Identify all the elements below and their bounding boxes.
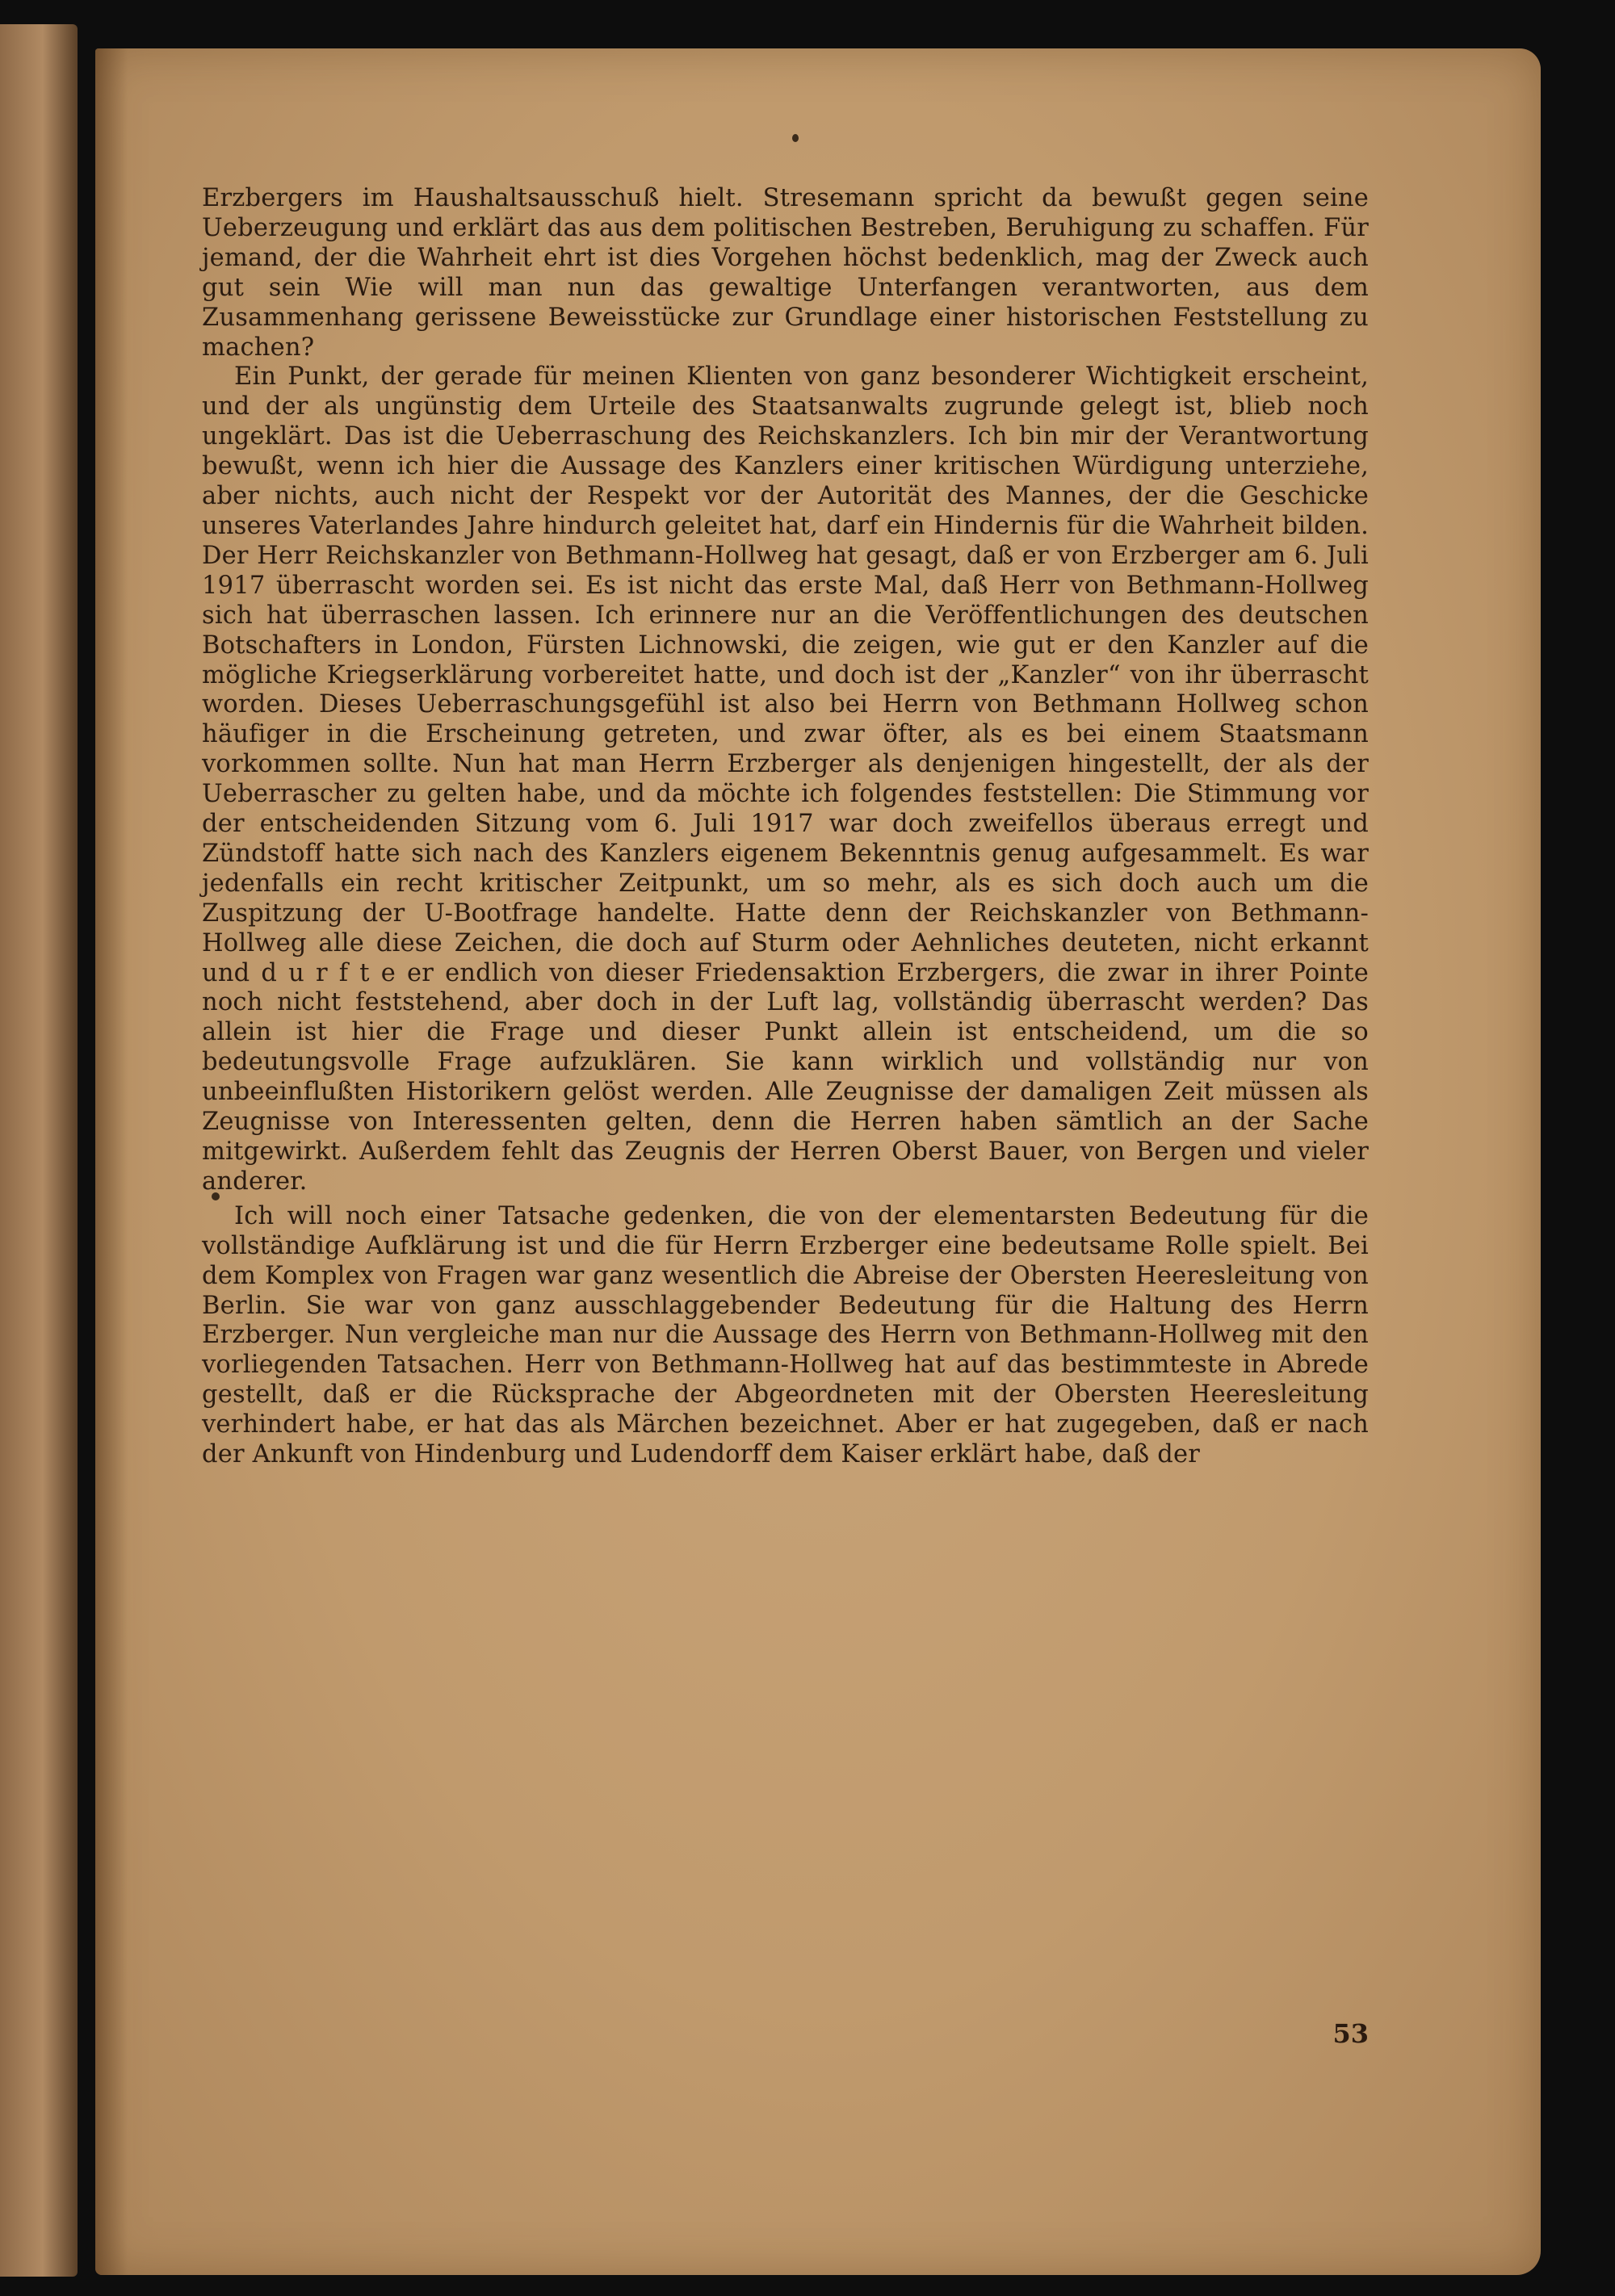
- paragraph-2: Ein Punkt, der gerade für meinen Klienten von ganz besonderer Wichtigkeit erscheint, und der als ungünstig dem Urteile des Staatsanwalts zugrunde gelegt ist, blieb noch ungeklärt. Das ist die Ueberraschung des Reichskanzlers. Ich bin mir der Verantwortung bewußt, wenn ich hier die Aussage des Kanzlers einer kritischen Würdigung unterziehe, aber nichts, auch nicht der Respekt vor der Autorität des Mannes, der die Geschicke unseres Vaterlandes Jahre hindurch geleitet hat, darf ein Hindernis für die Wahrheit bilden. Der Herr Reichskanzler von Bethmann-Hollweg hat gesagt, daß er von Erzberger am 6. Juli 1917 überrascht worden sei. Es ist nicht das erste Mal, daß Herr von Bethmann-Hollweg sich hat überraschen lassen. Ich erinnere nur an die Veröffentlichungen des deutschen Botschafters in London, Fürsten Lichnowski, die zeigen, wie gut er den Kanzler auf die mögliche Kriegserklärung vorbereitet hatte, und doch ist der „Kanzler“ von ihr überrascht worden. Dieses Ueberraschungsgefühl ist also bei Herrn von Bethmann Hollweg schon häufiger in die Erscheinung getreten, und zwar öfter, als es bei einem Staatsmann vorkommen sollte. Nun hat man Herrn Erzberger als denjenigen hingestellt, der als der Ueberrascher zu gelten habe, und da möchte ich folgendes feststellen: Die Stimmung vor der entscheidenden Sitzung vom 6. Juli 1917 war doch zweifellos überaus erregt und Zündstoff hatte sich nach des Kanzlers eigenem Bekenntnis genug aufgesammelt. Es war jedenfalls ein recht kritischer Zeitpunkt, um so mehr, als es sich doch auch um die Zuspitzung der U-Bootfrage handelte. Hatte denn der Reichskanzler von Bethmann-Hollweg alle diese Zeichen, die doch auf Sturm oder Aehnliches deuteten, nicht erkannt und d u r f t e er endlich von dieser Friedensaktion Erzbergers, die zwar in ihrer Pointe noch nicht feststehend, aber doch in der Luft lag, vollständig überrascht werden? Das allein ist hier die Frage und dieser Punkt allein ist entscheidend, um die so bedeutungsvolle Frage aufzuklären. Sie kann wirklich und vollständig nur von unbeeinflußten Historikern gelöst werden. Alle Zeugnisse der damaligen Zeit müssen als Zeugnisse von Interessenten gelten, denn die Herren haben sämtlich an der Sache mitgewirkt. Außerdem fehlt das Zeugnis der Herren Oberst Bauer, von Bergen und vieler anderer.: [202, 362, 1369, 1196]
- paragraph-1: Erzbergers im Haushaltsausschuß hielt. Stresemann spricht da bewußt gegen seine Ueberzeugung und erklärt das aus dem politischen Bestreben, Beruhigung zu schaffen. Für jemand, der die Wahrheit ehrt ist dies Vorgehen höchst bedenklich, mag der Zweck auch gut sein Wie will man nun das gewaltige Unterfangen verantworten, aus dem Zusammenhang gerissene Beweisstücke zur Grundlage einer historischen Feststellung zu machen?: [202, 184, 1369, 362]
- page-number: 53: [1332, 2018, 1369, 2049]
- previous-page-edge: [0, 24, 78, 2277]
- paragraph-3: Ich will noch einer Tatsache gedenken, die von der elementarsten Bedeutung für die vollständige Aufklärung ist und die für Herrn Erzberger eine bedeutsame Rolle spielt. Bei dem Komplex von Fragen war ganz wesentlich die Abreise der Obersten Heeresleitung von Berlin. Sie war von ganz ausschlaggebender Bedeutung für die Haltung des Herrn Erzberger. Nun vergleiche man nur die Aussage des Herrn von Bethmann-Hollweg mit den vorliegenden Tatsachen. Herr von Bethmann-Hollweg hat auf das bestimmteste in Abrede gestellt, daß er die Rücksprache der Abgeordneten mit der Obersten Heeresleitung verhindert habe, er hat das als Märchen bezeichnet. Aber er hat zugegeben, daß er nach der Ankunft von Hindenburg und Ludendorff dem Kaiser erklärt habe, daß der: [202, 1201, 1369, 1469]
- ink-speck: [792, 134, 799, 142]
- page-text: [202, 184, 1369, 1470]
